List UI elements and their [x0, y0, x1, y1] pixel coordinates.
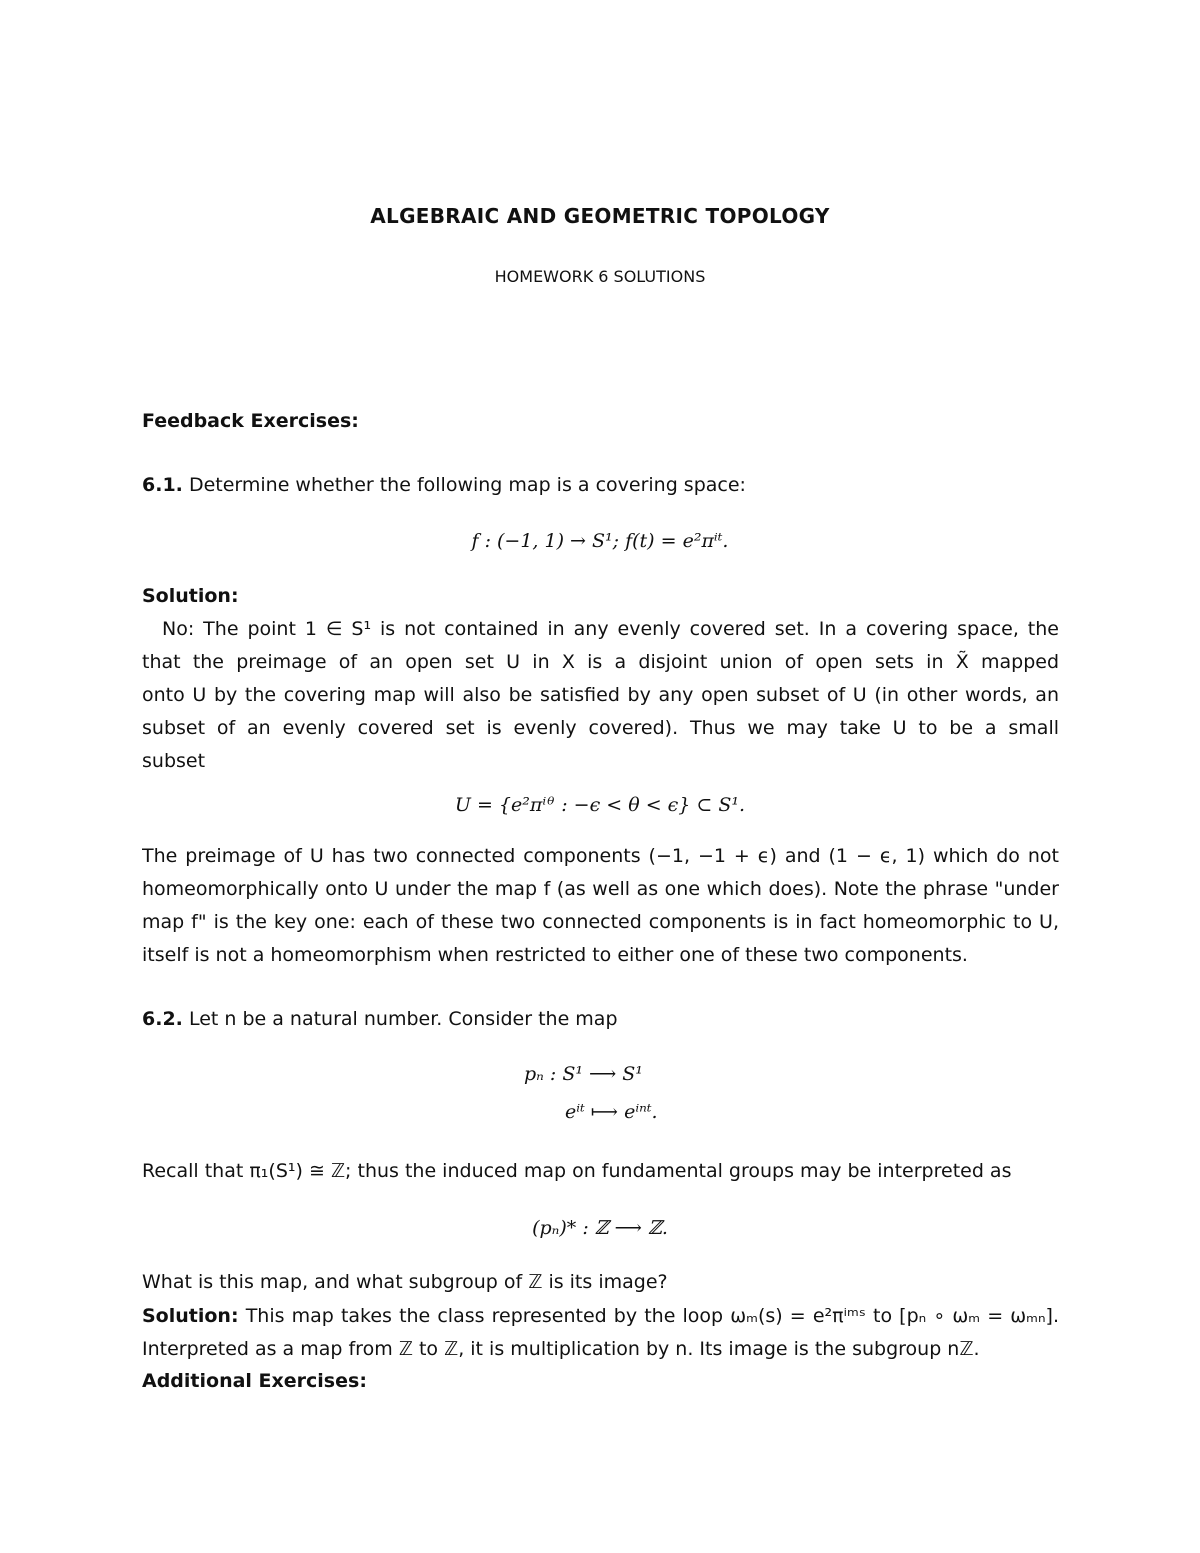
solution-line [142, 1304, 1059, 1328]
solution-line: subset of an evenly covered set is evenly covered). Thus we may take U to be a small [142, 717, 1059, 739]
document-subtitle: HOMEWORK 6 SOLUTIONS [494, 267, 706, 286]
solution-line: onto U by the covering map will also be satisfied by any open subset of U (in other words, an [142, 684, 1059, 706]
display-equation: U = {e²πⁱᶿ : −ϵ < θ < ϵ} ⊂ S¹. [454, 794, 746, 816]
map-definition-row-1: pₙ : S¹ ⟶ S¹ [524, 1063, 643, 1085]
solution-label: Solution: [142, 1305, 239, 1327]
map-definition-row-2: eⁱᵗ ⟼ eⁱⁿᵗ. [565, 1101, 658, 1123]
exercise-label: 6.2. [142, 1008, 183, 1030]
solution-text: This map takes the class represented by the loop ωₘ(s) = e²πⁱᵐˢ to [pₙ ∘ ωₘ = ωₘₙ]. [245, 1305, 1059, 1327]
solution-line: that the preimage of an open set U in X is a disjoint union of open sets in X̃ mapped [142, 651, 1059, 673]
solution-line: No: The point 1 ∈ S¹ is not contained in any evenly covered set. In a covering space, the [162, 618, 1059, 640]
display-equation: (pₙ)* : ℤ ⟶ ℤ. [532, 1217, 668, 1239]
solution-line: homeomorphically onto U under the map f (as well as one which does). Note the phrase "under [142, 878, 1059, 900]
exercise-text: Determine whether the following map is a covering space: [188, 474, 746, 496]
question-line: What is this map, and what subgroup of ℤ is its image? [142, 1271, 668, 1293]
document-title: ALGEBRAIC AND GEOMETRIC TOPOLOGY [370, 204, 830, 228]
exercise-6-1-statement [142, 473, 746, 497]
solution-line: Interpreted as a map from ℤ to ℤ, it is multiplication by n. Its image is the subgroup nℤ. [142, 1338, 980, 1360]
solution-line: subset [142, 750, 206, 772]
display-equation: f : (−1, 1) → S¹; f(t) = e²πⁱᵗ. [471, 530, 729, 552]
exercise-label: 6.1. [142, 474, 183, 496]
exercise-6-2-statement [142, 1007, 618, 1031]
exercise-text: Let n be a natural number. Consider the map [188, 1008, 618, 1030]
solution-line: itself is not a homeomorphism when restricted to either one of these two components. [142, 944, 968, 966]
additional-heading: Additional Exercises: [142, 1370, 367, 1392]
feedback-heading: Feedback Exercises: [142, 410, 359, 432]
solution-line: The preimage of U has two connected components (−1, −1 + ϵ) and (1 − ϵ, 1) which do not [142, 845, 1059, 867]
solution-label: Solution: [142, 585, 239, 607]
recall-line: Recall that π₁(S¹) ≅ ℤ; thus the induced map on fundamental groups may be interpreted as [142, 1160, 1012, 1182]
solution-line: map f" is the key one: each of these two connected components is in fact homeomorphic to U, [142, 911, 1059, 933]
